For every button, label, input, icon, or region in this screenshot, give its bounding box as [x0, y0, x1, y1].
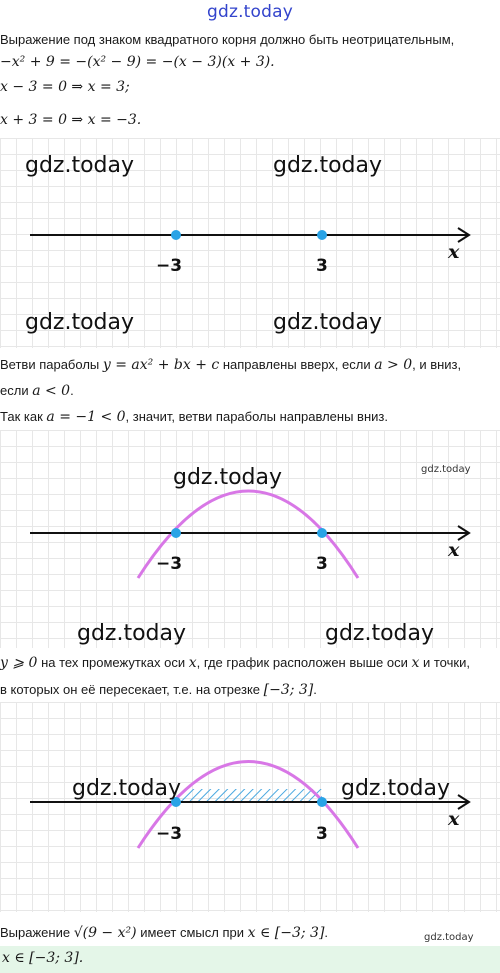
equation-factorization: −x² + 9 = −(x² − 9) = −(x − 3)(x + 3).: [0, 54, 275, 70]
parabola-svg: [0, 430, 500, 648]
point-neg-3: [171, 230, 181, 240]
point-pos-3: [317, 528, 327, 538]
watermark: gdz.today: [173, 465, 283, 490]
watermark: gdz.today: [341, 776, 451, 801]
text-line-5: Ветви параболы y = ax² + bx + c направлены вверх, если a > 0, и вниз,: [0, 357, 462, 373]
tick-label-neg-3: −3: [156, 824, 183, 844]
watermark: gdz.today: [273, 310, 383, 335]
site-brand[interactable]: gdz.today: [206, 2, 294, 22]
tick-label-neg-3: −3: [156, 256, 183, 276]
x-axis-label: x: [448, 539, 460, 561]
diagram-number-line: [0, 138, 500, 348]
equation-root-2: x + 3 = 0 ⇒ x = −3.: [0, 112, 142, 128]
text-line-7: Так как a = −1 < 0, значит, ветви параболы направлены вниз.: [0, 409, 388, 425]
watermark-small: gdz.today: [424, 932, 474, 943]
diagram-parabola: [0, 430, 500, 648]
watermark: gdz.today: [273, 153, 383, 178]
solution-hatch-region: [178, 789, 322, 802]
watermark-small: gdz.today: [421, 464, 471, 475]
tick-label-3: 3: [316, 824, 328, 844]
text-line-9: в которых он её пересекает, т.е. на отрезке [−3; 3].: [0, 682, 317, 698]
point-pos-3: [317, 797, 327, 807]
answer-box: [0, 946, 500, 973]
text-line-8: y ⩾ 0 на тех промежутках оси x, где график расположен выше оси x и точки,: [0, 655, 470, 671]
x-axis-label: x: [448, 241, 460, 263]
watermark: gdz.today: [72, 776, 182, 801]
point-neg-3: [171, 528, 181, 538]
text-line-1: Выражение под знаком квадратного корня должно быть неотрицательным,: [0, 32, 455, 47]
watermark: gdz.today: [25, 310, 135, 335]
equation-root-1: x − 3 = 0 ⇒ x = 3;: [0, 79, 130, 95]
watermark: gdz.today: [77, 621, 187, 646]
tick-label-3: 3: [316, 256, 328, 276]
diagram-solution: [0, 702, 500, 912]
x-axis-label: x: [448, 808, 460, 830]
tick-label-neg-3: −3: [156, 554, 183, 574]
solution-svg: [0, 702, 500, 912]
watermark: gdz.today: [325, 621, 435, 646]
text-line-6: если a < 0.: [0, 383, 74, 399]
tick-label-3: 3: [316, 554, 328, 574]
point-pos-3: [317, 230, 327, 240]
text-line-10: Выражение √(9 − x²) имеет смысл при x ∈ [−3; 3].: [0, 925, 329, 941]
answer-text: x ∈ [−3; 3].: [2, 950, 84, 966]
watermark: gdz.today: [25, 153, 135, 178]
